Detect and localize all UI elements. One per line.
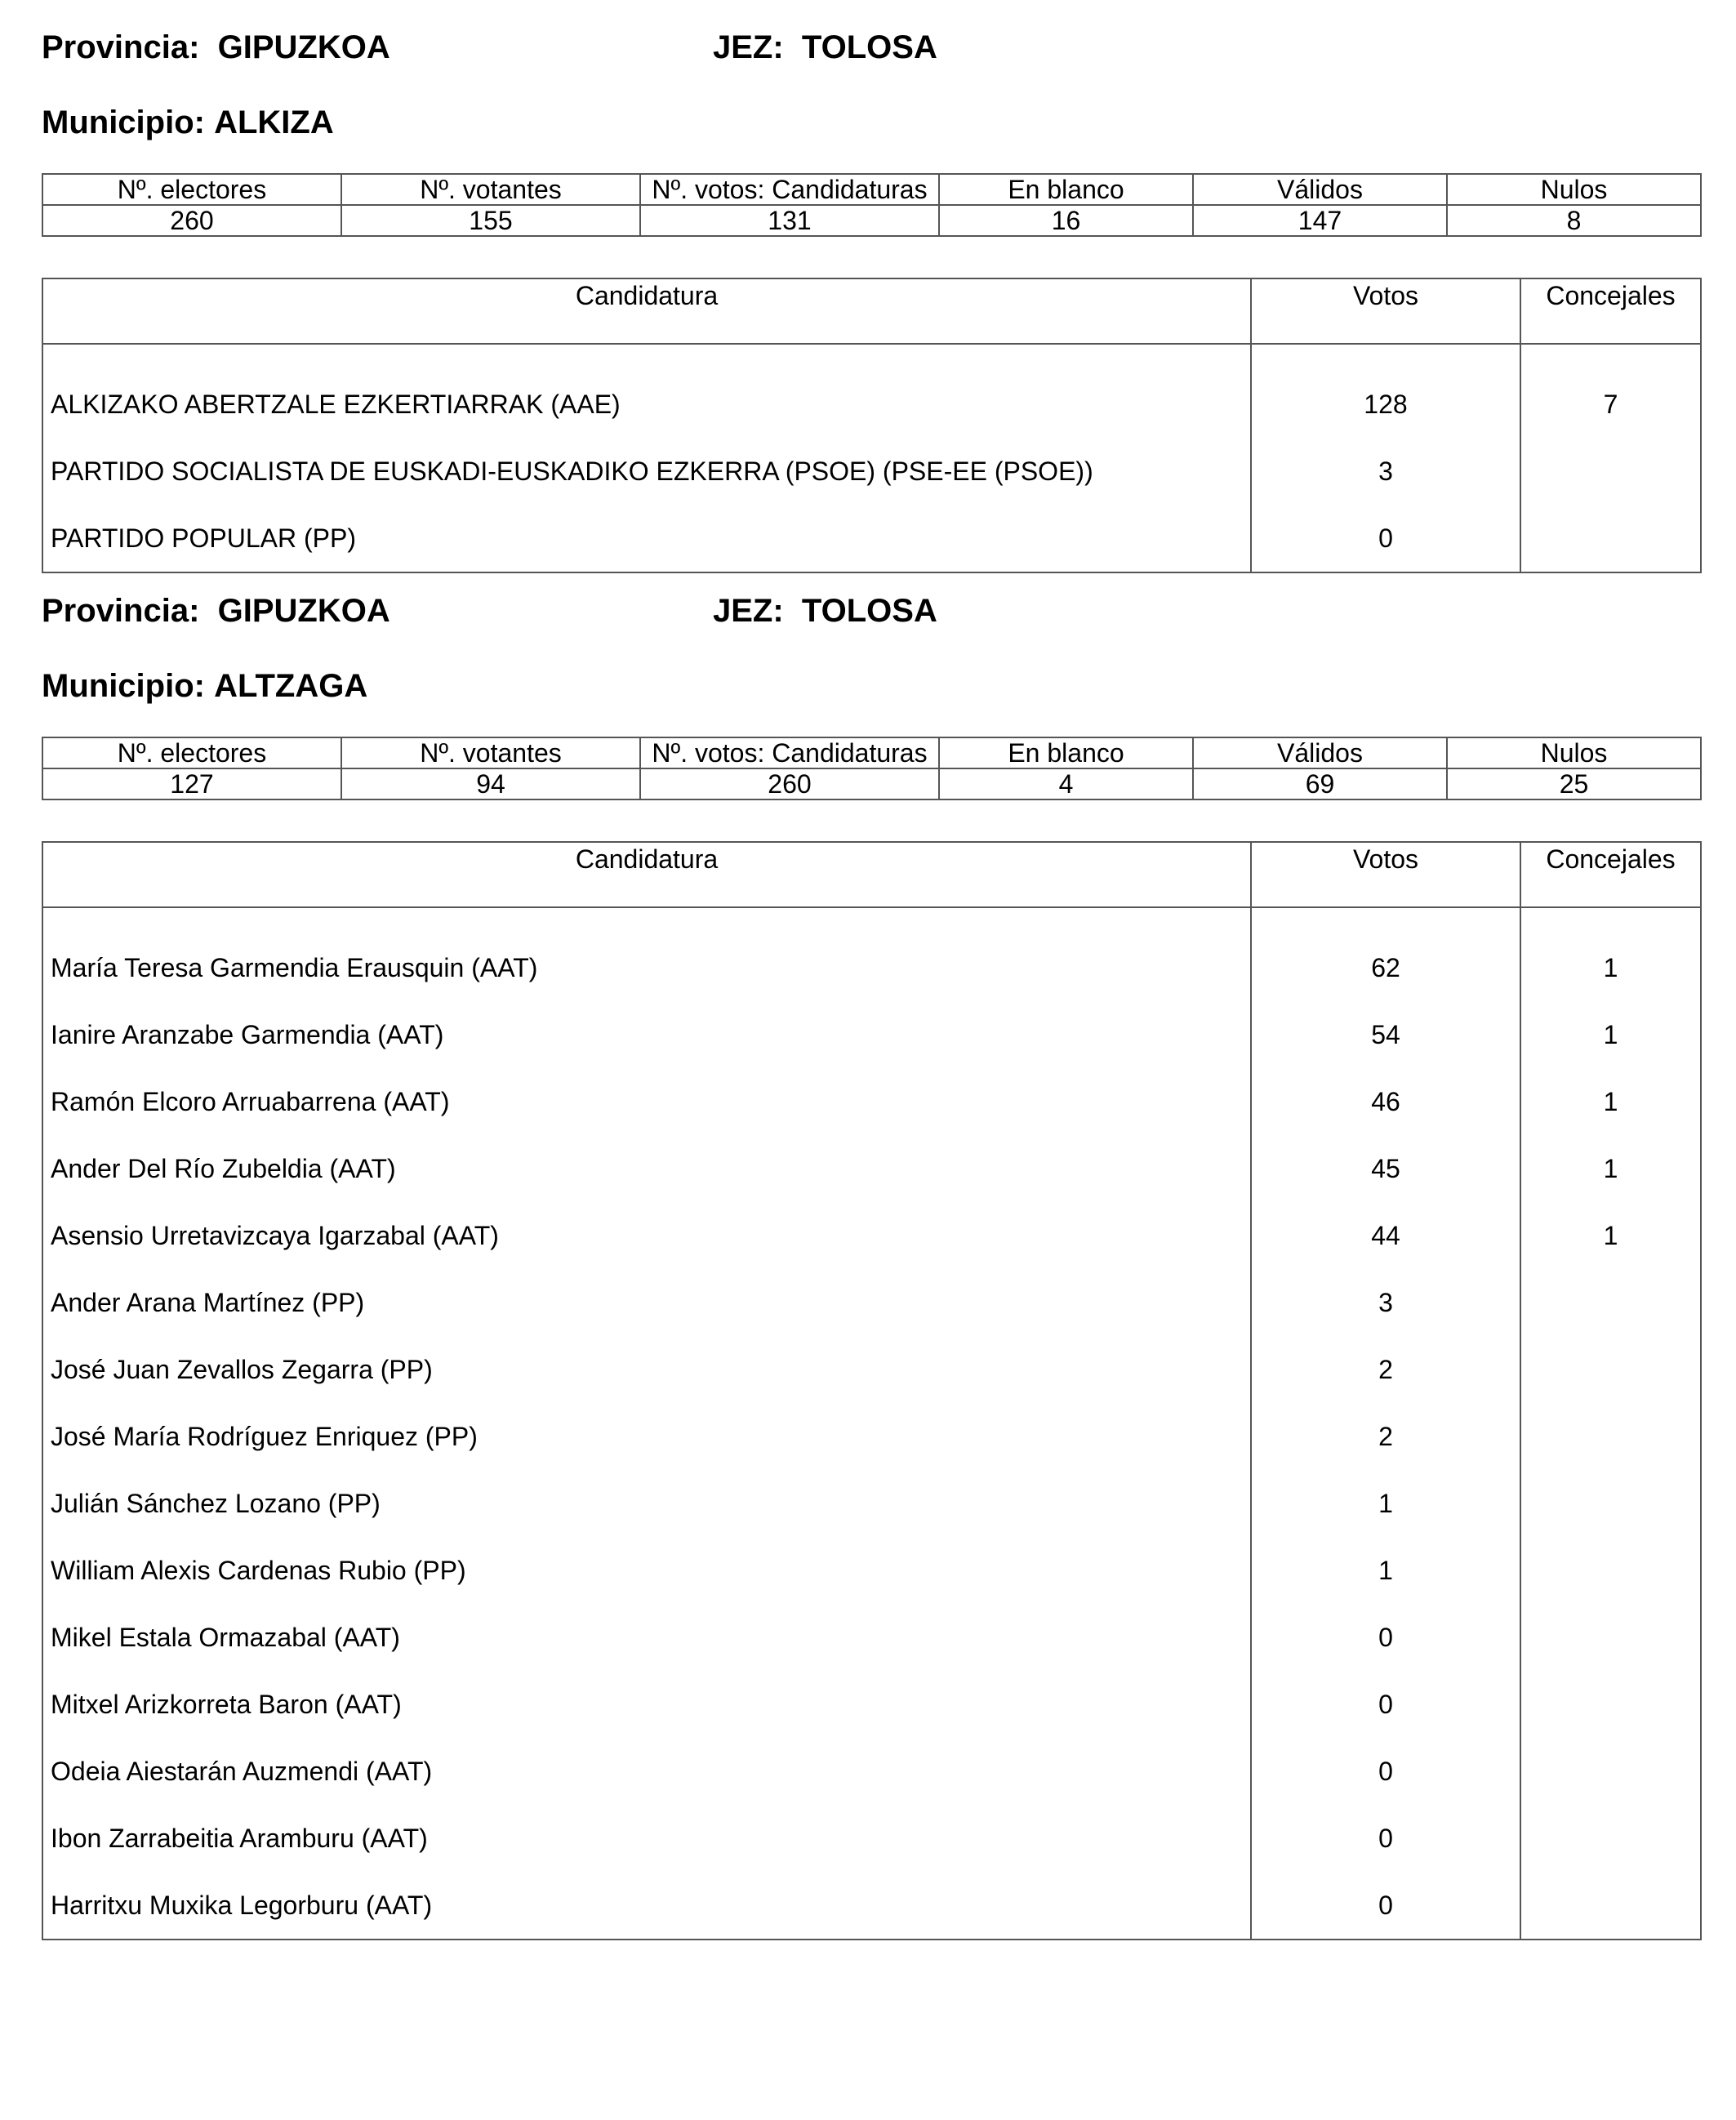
table-row xyxy=(42,438,1701,505)
header-votos: Votos xyxy=(1251,278,1520,344)
candidate-votos: 0 xyxy=(1251,1872,1520,1940)
candidates-table xyxy=(42,278,1702,573)
table-row xyxy=(42,1202,1701,1269)
stats-header-row xyxy=(42,737,1701,768)
candidates-header-row xyxy=(42,842,1701,907)
candidate-name: Ander Del Río Zubeldia (AAT) xyxy=(42,1135,1251,1202)
provincia-label: Provincia: xyxy=(42,29,200,65)
municipio-header xyxy=(42,104,334,141)
table-row xyxy=(42,1068,1701,1135)
stats-table xyxy=(42,173,1702,237)
stats-header-electores: Nº. electores xyxy=(42,174,341,205)
stats-value-votantes: 94 xyxy=(341,768,640,799)
stats-value-votantes: 155 xyxy=(341,205,640,236)
jez-value: TOLOSA xyxy=(801,29,937,65)
candidate-votos: 0 xyxy=(1251,1738,1520,1805)
stats-value-candidaturas: 131 xyxy=(640,205,939,236)
table-row xyxy=(42,1001,1701,1068)
candidate-name: Mitxel Arizkorreta Baron (AAT) xyxy=(42,1671,1251,1738)
candidate-votos: 2 xyxy=(1251,1336,1520,1403)
jez-header xyxy=(713,592,937,630)
table-row xyxy=(42,1336,1701,1403)
candidate-name: Ramón Elcoro Arruabarrena (AAT) xyxy=(42,1068,1251,1135)
table-row xyxy=(42,1872,1701,1940)
table-row xyxy=(42,1738,1701,1805)
candidate-votos: 3 xyxy=(1251,1269,1520,1336)
candidate-votos: 54 xyxy=(1251,1001,1520,1068)
table-row xyxy=(42,1269,1701,1336)
candidate-votos: 1 xyxy=(1251,1470,1520,1537)
candidate-votos: 2 xyxy=(1251,1403,1520,1470)
candidates-table xyxy=(42,841,1702,1940)
candidate-concejales: 1 xyxy=(1520,934,1701,1001)
jez-header xyxy=(713,29,937,66)
municipio-value: ALKIZA xyxy=(214,105,334,140)
candidate-name: José Juan Zevallos Zegarra (PP) xyxy=(42,1336,1251,1403)
stats-value-blanco: 16 xyxy=(939,205,1193,236)
candidate-name: William Alexis Cardenas Rubio (PP) xyxy=(42,1537,1251,1604)
jez-label: JEZ: xyxy=(713,29,784,65)
stats-header-votantes: Nº. votantes xyxy=(341,174,640,205)
header-candidatura: Candidatura xyxy=(42,842,1251,907)
jez-value: TOLOSA xyxy=(801,593,937,629)
stats-header-blanco: En blanco xyxy=(939,174,1193,205)
stats-header-candidaturas: Nº. votos: Candidaturas xyxy=(640,174,939,205)
candidate-concejales xyxy=(1520,1738,1701,1805)
candidate-concejales xyxy=(1520,1269,1701,1336)
table-row xyxy=(42,1403,1701,1470)
candidate-concejales xyxy=(1520,1671,1701,1738)
candidate-name: Ander Arana Martínez (PP) xyxy=(42,1269,1251,1336)
candidate-name: José María Rodríguez Enriquez (PP) xyxy=(42,1403,1251,1470)
stats-value-electores: 127 xyxy=(42,768,341,799)
candidate-concejales: 1 xyxy=(1520,1001,1701,1068)
table-row xyxy=(42,505,1701,572)
candidate-name: María Teresa Garmendia Erausquin (AAT) xyxy=(42,934,1251,1001)
provincia-value: GIPUZKOA xyxy=(217,593,390,629)
provincia-header xyxy=(42,29,390,66)
header-candidatura: Candidatura xyxy=(42,278,1251,344)
stats-value-nulos: 25 xyxy=(1447,768,1701,799)
header-concejales: Concejales xyxy=(1520,842,1701,907)
candidate-name: Asensio Urretavizcaya Igarzabal (AAT) xyxy=(42,1202,1251,1269)
candidate-name: Harritxu Muxika Legorburu (AAT) xyxy=(42,1872,1251,1940)
stats-value-candidaturas: 260 xyxy=(640,768,939,799)
candidate-votos: 0 xyxy=(1251,1805,1520,1872)
candidate-name: Julián Sánchez Lozano (PP) xyxy=(42,1470,1251,1537)
candidate-name: Ianire Aranzabe Garmendia (AAT) xyxy=(42,1001,1251,1068)
provincia-header xyxy=(42,592,390,630)
stats-value-electores: 260 xyxy=(42,205,341,236)
table-row xyxy=(42,371,1701,438)
candidate-votos: 3 xyxy=(1251,438,1520,505)
table-row xyxy=(42,1604,1701,1671)
jez-label: JEZ: xyxy=(713,593,784,629)
stats-header-validos: Válidos xyxy=(1193,174,1447,205)
stats-value-row xyxy=(42,205,1701,236)
municipio-value: ALTZAGA xyxy=(214,668,368,704)
candidate-votos: 0 xyxy=(1251,1671,1520,1738)
table-row xyxy=(42,1537,1701,1604)
candidate-name: PARTIDO POPULAR (PP) xyxy=(42,505,1251,572)
candidate-concejales: 7 xyxy=(1520,371,1701,438)
stats-table xyxy=(42,737,1702,800)
candidate-concejales: 1 xyxy=(1520,1068,1701,1135)
candidate-concejales: 1 xyxy=(1520,1135,1701,1202)
candidate-votos: 0 xyxy=(1251,1604,1520,1671)
candidate-concejales xyxy=(1520,1537,1701,1604)
table-row xyxy=(42,1135,1701,1202)
candidate-concejales xyxy=(1520,1403,1701,1470)
stats-header-row xyxy=(42,174,1701,205)
table-row xyxy=(42,1671,1701,1738)
header-votos: Votos xyxy=(1251,842,1520,907)
municipio-label: Municipio: xyxy=(42,105,205,140)
stats-header-electores: Nº. electores xyxy=(42,737,341,768)
stats-header-votantes: Nº. votantes xyxy=(341,737,640,768)
stats-value-validos: 69 xyxy=(1193,768,1447,799)
candidate-votos: 46 xyxy=(1251,1068,1520,1135)
candidate-concejales xyxy=(1520,1336,1701,1403)
provincia-label: Provincia: xyxy=(42,593,200,629)
stats-value-validos: 147 xyxy=(1193,205,1447,236)
candidate-concejales xyxy=(1520,1872,1701,1940)
table-spacer xyxy=(42,907,1701,934)
candidate-name: ALKIZAKO ABERTZALE EZKERTIARRAK (AAE) xyxy=(42,371,1251,438)
table-row xyxy=(42,1470,1701,1537)
candidate-name: Mikel Estala Ormazabal (AAT) xyxy=(42,1604,1251,1671)
stats-header-nulos: Nulos xyxy=(1447,737,1701,768)
provincia-value: GIPUZKOA xyxy=(217,29,390,65)
candidate-concejales xyxy=(1520,505,1701,572)
municipio-label: Municipio: xyxy=(42,668,205,704)
candidate-concejales xyxy=(1520,1805,1701,1872)
stats-header-candidaturas: Nº. votos: Candidaturas xyxy=(640,737,939,768)
candidate-concejales xyxy=(1520,1604,1701,1671)
stats-value-row xyxy=(42,768,1701,799)
table-row xyxy=(42,934,1701,1001)
stats-header-nulos: Nulos xyxy=(1447,174,1701,205)
municipio-header xyxy=(42,667,367,705)
candidates-header-row xyxy=(42,278,1701,344)
table-spacer xyxy=(42,344,1701,371)
stats-value-blanco: 4 xyxy=(939,768,1193,799)
candidate-votos: 128 xyxy=(1251,371,1520,438)
candidate-votos: 62 xyxy=(1251,934,1520,1001)
candidate-votos: 1 xyxy=(1251,1537,1520,1604)
candidate-name: Odeia Aiestarán Auzmendi (AAT) xyxy=(42,1738,1251,1805)
candidate-concejales xyxy=(1520,438,1701,505)
candidate-votos: 45 xyxy=(1251,1135,1520,1202)
candidate-votos: 0 xyxy=(1251,505,1520,572)
candidate-concejales xyxy=(1520,1470,1701,1537)
stats-value-nulos: 8 xyxy=(1447,205,1701,236)
candidate-name: Ibon Zarrabeitia Aramburu (AAT) xyxy=(42,1805,1251,1872)
candidate-votos: 44 xyxy=(1251,1202,1520,1269)
header-concejales: Concejales xyxy=(1520,278,1701,344)
stats-header-validos: Válidos xyxy=(1193,737,1447,768)
table-row xyxy=(42,1805,1701,1872)
candidate-name: PARTIDO SOCIALISTA DE EUSKADI-EUSKADIKO EZKERRA (PSOE) (PSE-EE (PSOE)) xyxy=(42,438,1251,505)
stats-header-blanco: En blanco xyxy=(939,737,1193,768)
candidate-concejales: 1 xyxy=(1520,1202,1701,1269)
